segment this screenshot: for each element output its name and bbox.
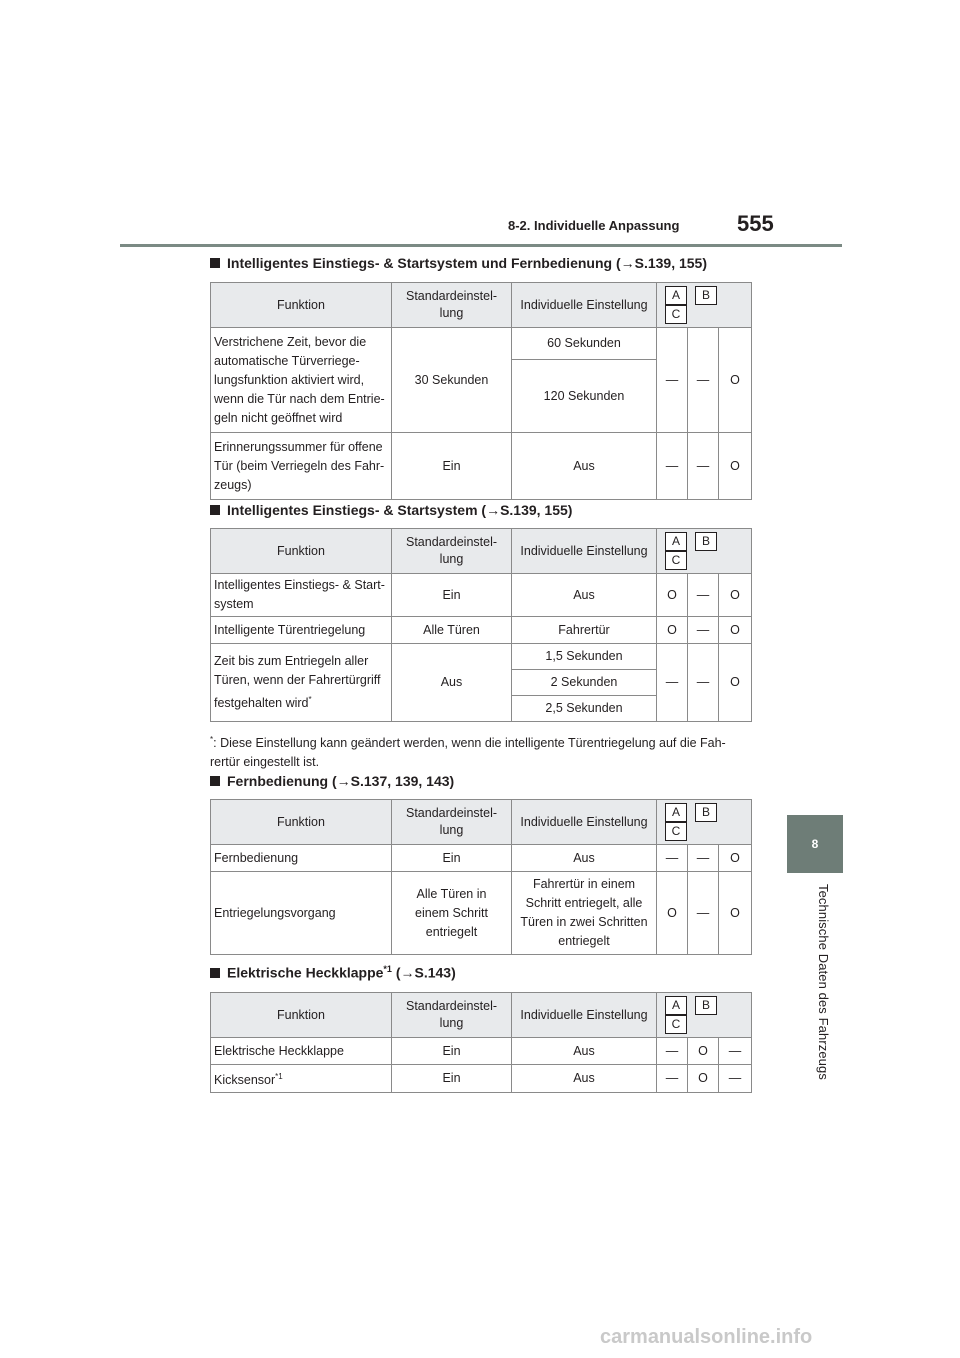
function-cell: Erinnerungssummer für offene Tür (beim Verriegeln des Fahr-zeugs) <box>211 433 392 500</box>
chapter-tab <box>787 815 843 873</box>
a-cell: — <box>657 845 688 872</box>
option-cell: Aus <box>512 433 657 500</box>
function-cell: Fernbedienung <box>211 845 392 872</box>
col-b-label: B <box>695 996 717 1015</box>
option-cell: Aus <box>512 574 657 617</box>
col-function-header: Funktion <box>211 800 392 845</box>
b-cell: O <box>688 1038 719 1065</box>
a-cell: O <box>657 872 688 955</box>
col-individual-header: Individuelle Einstellung <box>512 529 657 574</box>
table-row <box>211 328 752 360</box>
footnote-marker: * <box>308 694 312 704</box>
col-a-label: A <box>665 532 687 551</box>
function-cell: Intelligente Türentriegelung <box>211 617 392 644</box>
a-cell: — <box>657 433 688 500</box>
c-cell: O <box>719 433 752 500</box>
col-function-header: Funktion <box>211 993 392 1038</box>
chapter-number: 8 <box>811 837 819 851</box>
function-cell: Elektrische Heckklappe <box>211 1038 392 1065</box>
col-default-header: Standardeinstel-lung <box>392 283 512 328</box>
col-function-header: Funktion <box>211 529 392 574</box>
default-cell: 30 Sekunden <box>392 328 512 433</box>
col-a-label: A <box>665 803 687 822</box>
settings-table-1 <box>210 282 752 500</box>
a-cell: — <box>657 1065 688 1093</box>
a-cell: O <box>657 617 688 644</box>
c-cell: O <box>719 574 752 617</box>
col-c-label: C <box>665 1015 687 1034</box>
table-row <box>211 845 752 872</box>
col-function-header: Funktion <box>211 283 392 328</box>
table-header <box>211 993 752 1038</box>
footnote: *: Diese Einstellung kann geändert werden, wenn die intelligente Türentriegelung auf die Fah-rertür eingestellt ist. <box>210 735 726 770</box>
col-c-label: C <box>665 551 687 570</box>
b-cell: — <box>688 328 719 433</box>
table-header <box>211 283 752 328</box>
table-header <box>211 529 752 574</box>
bullet-square-icon <box>210 258 220 268</box>
c-cell: O <box>719 617 752 644</box>
c-cell: O <box>719 328 752 433</box>
default-cell: Ein <box>392 1038 512 1065</box>
section-heading-2: Intelligentes Einstiegs- & Startsystem (→S.139, 155) <box>210 502 572 518</box>
default-cell: Ein <box>392 433 512 500</box>
b-cell: — <box>688 433 719 500</box>
a-cell: — <box>657 1038 688 1065</box>
col-abc-header <box>657 283 752 328</box>
table-row <box>211 574 752 617</box>
b-cell: — <box>688 617 719 644</box>
table-header <box>211 800 752 845</box>
c-cell: — <box>719 1065 752 1093</box>
table-row <box>211 1038 752 1065</box>
col-abc-header <box>657 800 752 845</box>
default-cell: Ein <box>392 1065 512 1093</box>
c-cell: O <box>719 845 752 872</box>
option-cell: 1,5 Sekunden <box>512 644 657 670</box>
bullet-square-icon <box>210 776 220 786</box>
function-cell: Intelligentes Einstiegs- & Start-system <box>211 574 392 617</box>
col-individual-header: Individuelle Einstellung <box>512 993 657 1038</box>
option-cell: Aus <box>512 1038 657 1065</box>
c-cell: O <box>719 872 752 955</box>
settings-table-4 <box>210 992 752 1093</box>
b-cell: — <box>688 872 719 955</box>
table-row <box>211 433 752 500</box>
col-abc-header <box>657 529 752 574</box>
bullet-square-icon <box>210 505 220 515</box>
c-cell: — <box>719 1038 752 1065</box>
col-c-label: C <box>665 305 687 324</box>
footnote-mark: * <box>210 735 214 744</box>
option-cell: 2 Sekunden <box>512 670 657 696</box>
bullet-square-icon <box>210 968 220 978</box>
a-cell: O <box>657 574 688 617</box>
col-a-label: A <box>665 996 687 1015</box>
default-cell: Ein <box>392 845 512 872</box>
b-cell: — <box>688 574 719 617</box>
c-cell: O <box>719 644 752 722</box>
option-cell: Aus <box>512 845 657 872</box>
default-cell: Ein <box>392 574 512 617</box>
col-default-header: Standardeinstel-lung <box>392 993 512 1038</box>
section-heading-3: Fernbedienung (→S.137, 139, 143) <box>210 773 454 789</box>
function-cell: Zeit bis zum Entriegeln aller Türen, wenn der Fahrertürgriff festgehalten wird* <box>211 644 392 722</box>
page-number: 555 <box>737 211 774 236</box>
section-heading-4: Elektrische Heckklappe$^{*1}$ (→S.143) <box>210 964 456 981</box>
footnote-marker: *1 <box>275 1072 283 1081</box>
col-c-label: C <box>665 822 687 841</box>
section-heading-1: Intelligentes Einstiegs- & Startsystem und Fernbedienung (→S.139, 155) <box>210 255 707 271</box>
option-cell: 2,5 Sekunden <box>512 696 657 722</box>
table-row <box>211 617 752 644</box>
a-cell: — <box>657 644 688 722</box>
table-row <box>211 1065 752 1093</box>
option-cell: 120 Sekunden <box>512 360 657 433</box>
settings-table-3 <box>210 799 752 955</box>
option-cell: Fahrertür <box>512 617 657 644</box>
col-b-label: B <box>695 803 717 822</box>
default-cell: Aus <box>392 644 512 722</box>
a-cell: — <box>657 328 688 433</box>
col-a-label: A <box>665 286 687 305</box>
table-row <box>211 644 752 670</box>
heading-footnote-marker: *1 <box>383 964 392 974</box>
col-default-header: Standardeinstel-lung <box>392 800 512 845</box>
watermark: carmanualsonline.info <box>600 1326 813 1348</box>
section-title: 8-2. Individuelle Anpassung <box>508 218 680 233</box>
col-individual-header: Individuelle Einstellung <box>512 283 657 328</box>
col-abc-header <box>657 993 752 1038</box>
col-individual-header: Individuelle Einstellung <box>512 800 657 845</box>
function-cell: Verstrichene Zeit, bevor die automatische Türverriege-lungsfunktion aktiviert wird, wenn die Tür nach dem Entrie-geln nicht geöffnet wird <box>211 328 392 433</box>
col-b-label: B <box>695 286 717 305</box>
option-cell: Aus <box>512 1065 657 1093</box>
chapter-title: Technische Daten des Fahrzeugs <box>816 884 831 1080</box>
option-cell: 60 Sekunden <box>512 328 657 360</box>
function-cell: Kicksensor$^{*1}$ <box>211 1065 392 1093</box>
settings-table-2 <box>210 528 752 722</box>
header-rule <box>120 244 842 247</box>
b-cell: — <box>688 845 719 872</box>
default-cell: Alle Türen <box>392 617 512 644</box>
col-b-label: B <box>695 532 717 551</box>
table-row <box>211 872 752 955</box>
option-cell: Fahrertür in einem Schritt entriegelt, alle Türen in zwei Schritten entriegelt <box>512 872 657 955</box>
b-cell: — <box>688 644 719 722</box>
function-cell: Entriegelungsvorgang <box>211 872 392 955</box>
default-cell: Alle Türen in einem Schritt entriegelt <box>392 872 512 955</box>
b-cell: O <box>688 1065 719 1093</box>
col-default-header: Standardeinstel-lung <box>392 529 512 574</box>
